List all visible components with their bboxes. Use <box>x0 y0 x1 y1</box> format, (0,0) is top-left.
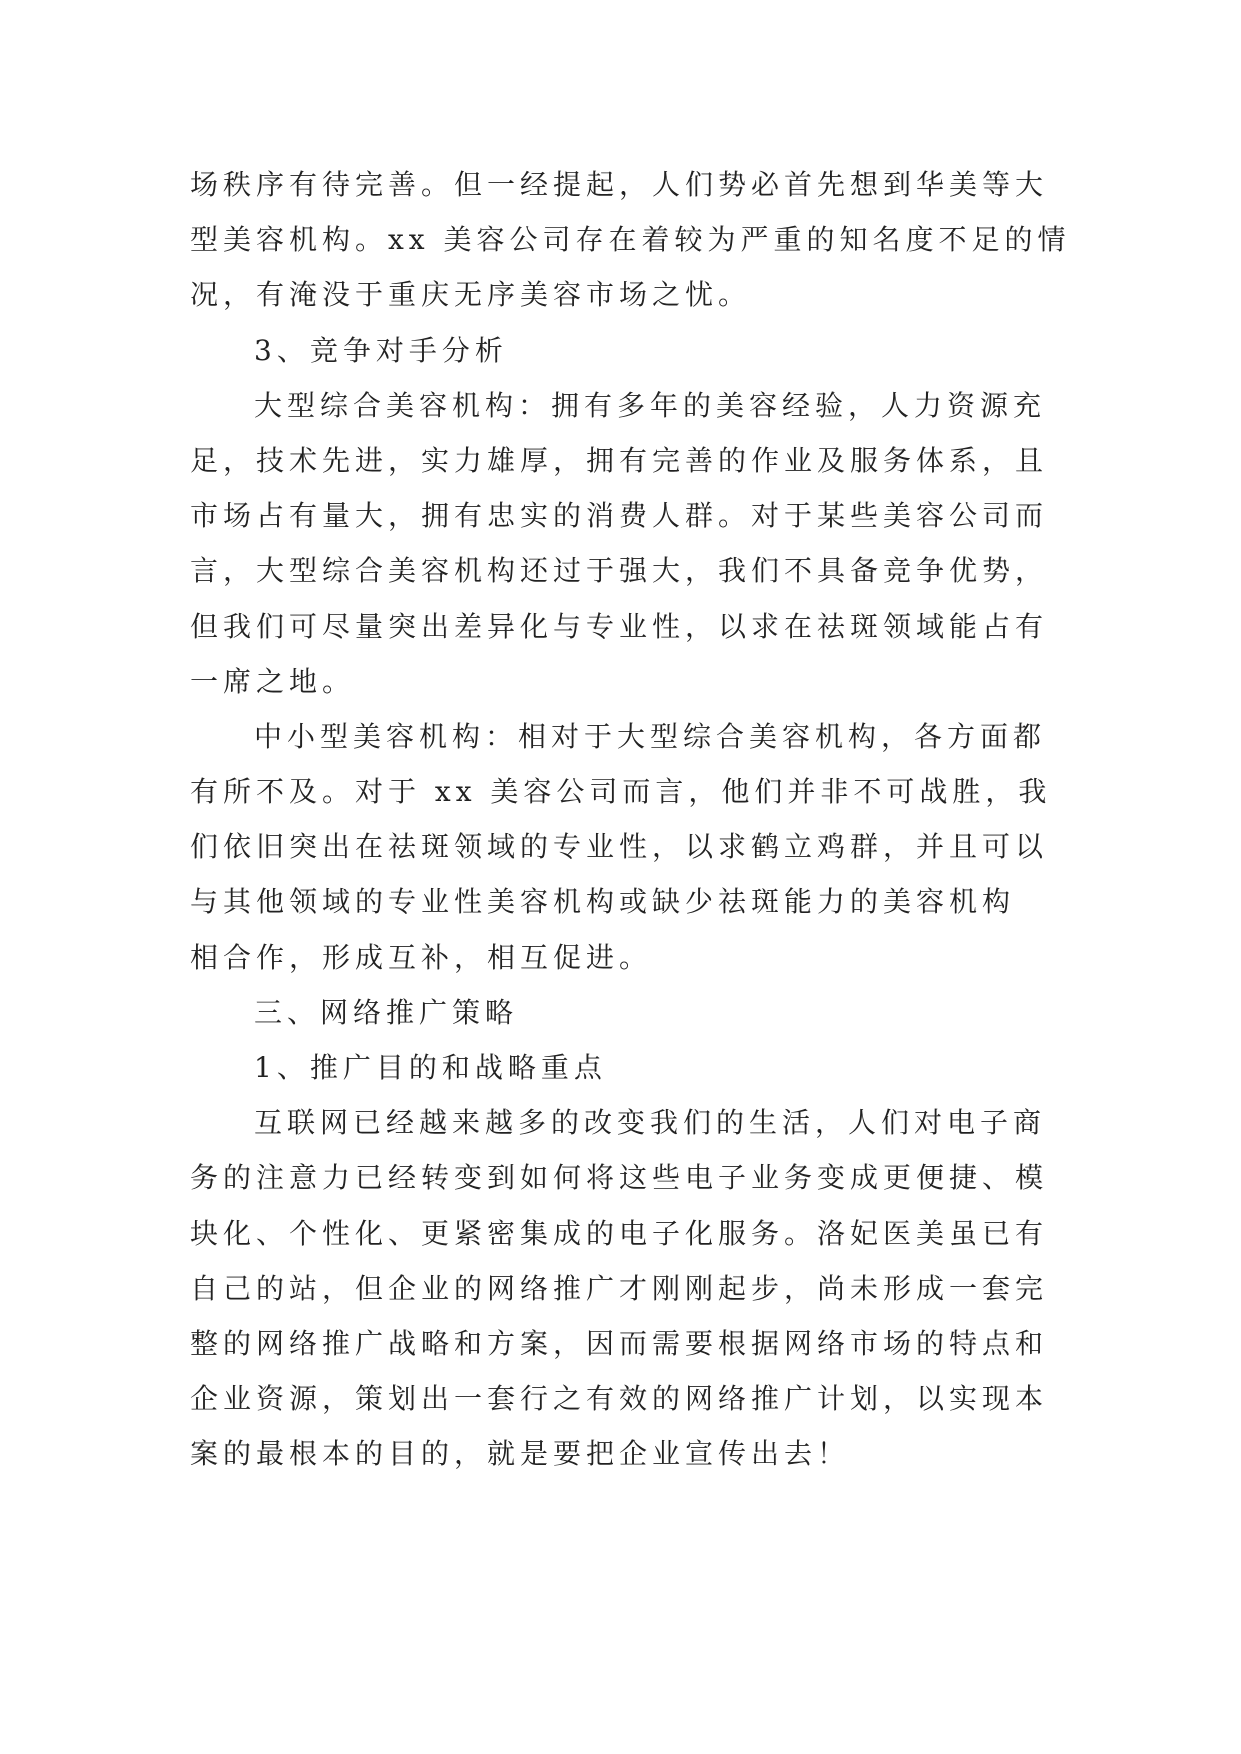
text-line: 有所不及。对于 xx 美容公司而言，他们并非不可战胜，我 <box>190 775 1052 809</box>
text-line: 相合作，形成互补，相互促进。 <box>190 940 653 974</box>
text-line: 大型综合美容机构：拥有多年的美容经验，人力资源充 <box>254 388 1047 422</box>
text-line: 况，有淹没于重庆无序美容市场之忧。 <box>190 278 752 312</box>
text-line: 整的网络推广战略和方案，因而需要根据网络市场的特点和 <box>190 1326 1049 1360</box>
text-line: 但我们可尽量突出差异化与专业性，以求在祛斑领域能占有 <box>190 609 1049 643</box>
text-line: 中小型美容机构：相对于大型综合美容机构，各方面都 <box>254 719 1047 753</box>
text-line: 足，技术先进，实力雄厚，拥有完善的作业及服务体系，且 <box>190 443 1049 477</box>
text-line: 案的最根本的目的，就是要把企业宣传出去！ <box>190 1437 851 1471</box>
document-body <box>190 157 1071 1482</box>
text-line: 市场占有量大，拥有忠实的消费人群。对于某些美容公司而 <box>190 499 1049 533</box>
text-line: 务的注意力已经转变到如何将这些电子业务变成更便捷、模 <box>190 1161 1049 1195</box>
text-line: 一席之地。 <box>190 664 356 698</box>
text-line: 自己的站，但企业的网络推广才刚刚起步，尚未形成一套完 <box>190 1271 1049 1305</box>
section-heading: 三、网络推广策略 <box>254 995 519 1029</box>
text-line: 与其他领域的专业性美容机构或缺少祛斑能力的美容机构 <box>190 885 1016 919</box>
text-line: 互联网已经越来越多的改变我们的生活，人们对电子商 <box>254 1106 1047 1140</box>
text-line: 型美容机构。xx 美容公司存在着较为严重的知名度不足的情 <box>190 223 1071 257</box>
text-line: 言，大型综合美容机构还过于强大，我们不具备竞争优势， <box>190 554 1049 588</box>
section-heading: 1、推广目的和战略重点 <box>254 1051 607 1084</box>
text-line: 企业资源，策划出一套行之有效的网络推广计划，以实现本 <box>190 1382 1049 1416</box>
text-line: 场秩序有待完善。但一经提起，人们势必首先想到华美等大 <box>190 168 1049 201</box>
text-line: 块化、个性化、更紧密集成的电子化服务。洛妃医美虽已有 <box>190 1216 1049 1250</box>
text-line: 们依旧突出在祛斑领域的专业性，以求鹤立鸡群，并且可以 <box>190 830 1049 864</box>
section-heading: 3、竞争对手分析 <box>254 333 508 367</box>
